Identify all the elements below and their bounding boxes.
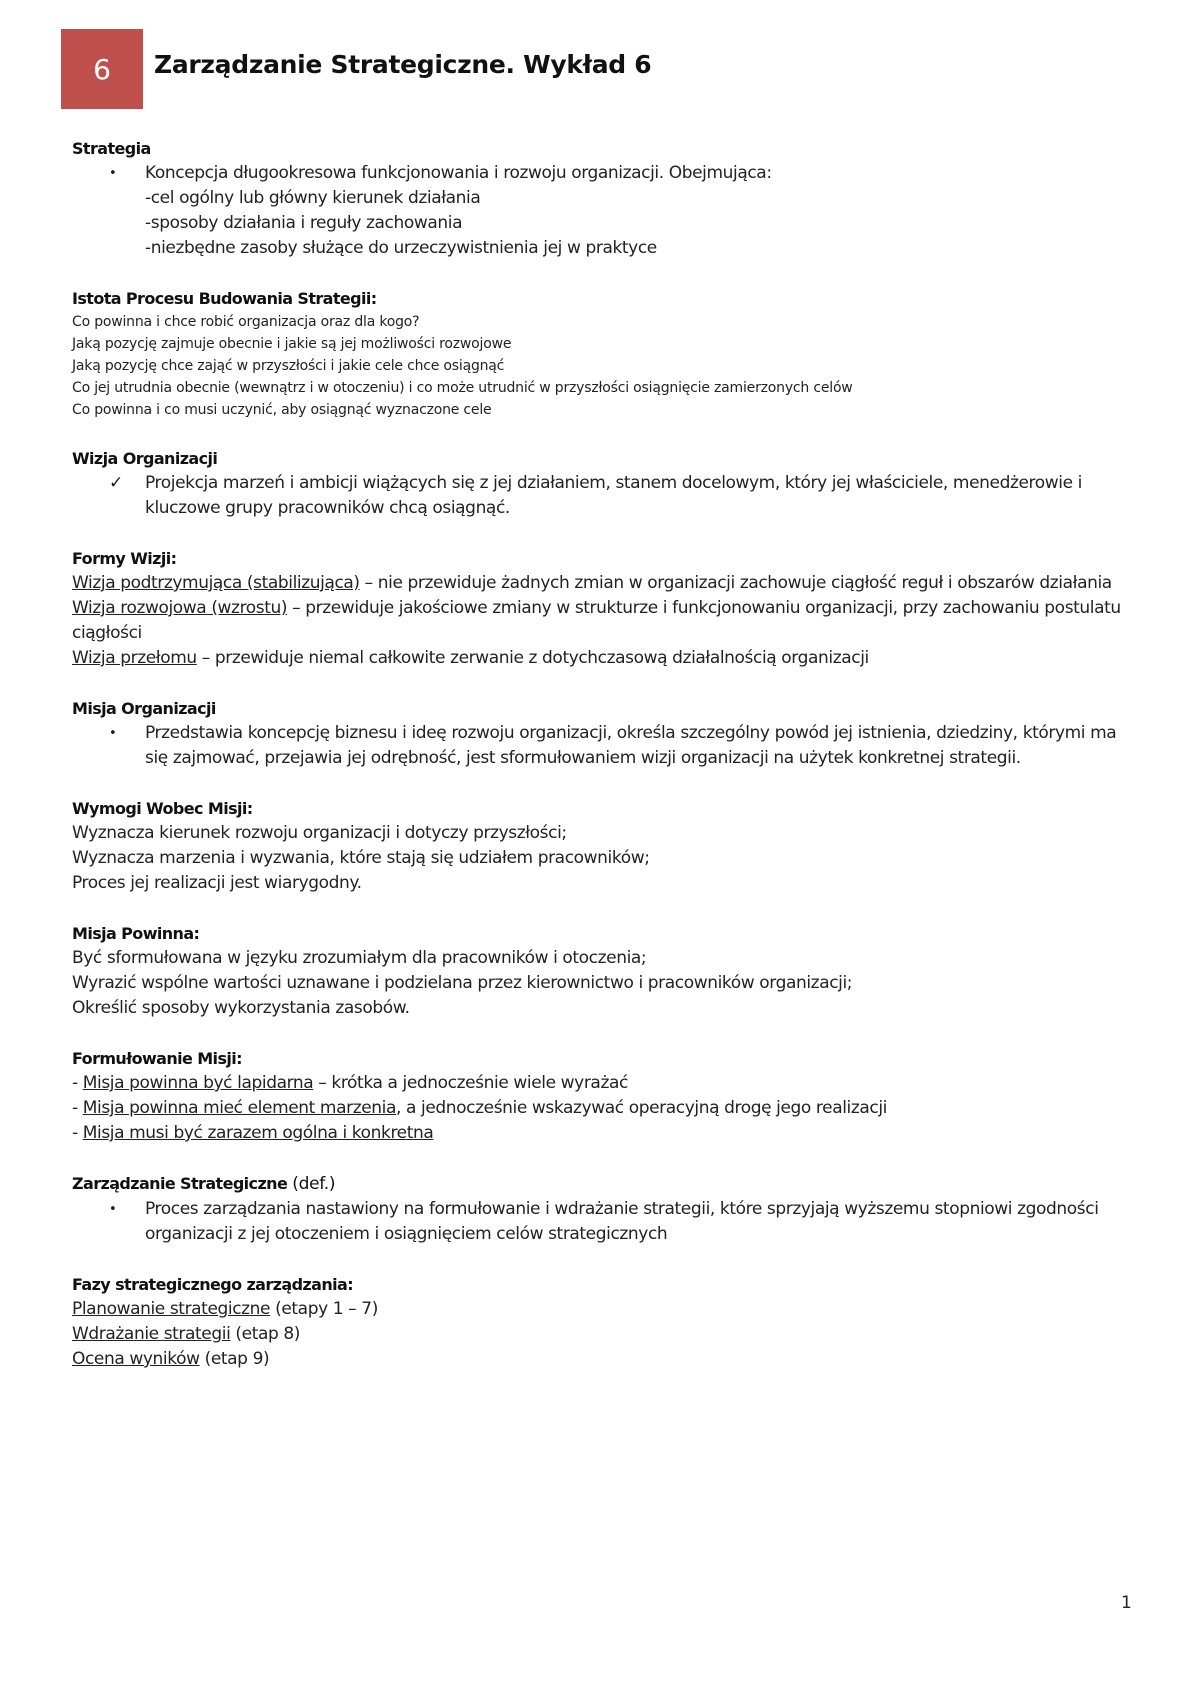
phase-term: Planowanie strategiczne — [72, 1299, 271, 1319]
phase-term: Wdrażanie strategii — [72, 1324, 231, 1344]
section-wymogi — [72, 796, 1142, 896]
phase-line — [72, 1347, 1142, 1372]
text-line: Co jej utrudnia obecnie (wewnątrz i w otoczeniu) i co może utrudnić w przyszłości osiągnięcie zamierzonych celów — [72, 380, 853, 396]
section-heading: Wizja Organizacji — [72, 449, 218, 468]
heading-note: (def.) — [287, 1174, 336, 1194]
section-heading: Fazy strategicznego zarządzania: — [72, 1275, 353, 1294]
text-line: Jaką pozycję chce zająć w przyszłości i jakie cele chce osiągnąć — [72, 358, 505, 374]
bullet-text: Przedstawia koncepcję biznesu i ideę rozwoju organizacji, określa szczególny powód jej istnienia, dziedziny, którymi ma się zajmować, przejawia jej odrębność, jest sformułowaniem wizji organizacji na użytek konkretnej strategii. — [145, 723, 1117, 768]
text-line: Określić sposoby wykorzystania zasobów. — [72, 998, 410, 1018]
checkmark-icon: ✓ — [109, 473, 124, 493]
sub-item: -niezbędne zasoby służące do urzeczywistnienia jej w praktyce — [145, 238, 657, 258]
bullet-item — [72, 161, 1142, 186]
document-body — [72, 136, 1142, 1397]
section-heading: Misja Powinna: — [72, 924, 200, 943]
phase-desc: (etap 9) — [199, 1349, 270, 1369]
section-heading: Istota Procesu Budowania Strategii: — [72, 289, 377, 308]
definition-term: Wizja rozwojowa (wzrostu) — [72, 598, 288, 618]
phase-line — [72, 1297, 1142, 1322]
bullet-dot-icon: • — [109, 726, 117, 741]
text-line: Co powinna i co musi uczynić, aby osiągnąć wyznaczone cele — [72, 402, 492, 418]
definition-desc: – krótka a jednocześnie wiele wyrażać — [313, 1073, 628, 1093]
definition-desc: – przewiduje jakościowe zmiany w strukturze i funkcjonowaniu organizacji, przy zachowaniu postulatu ciągłości — [72, 598, 1121, 643]
phase-term: Ocena wyników — [72, 1349, 200, 1369]
section-formulowanie — [72, 1046, 1142, 1146]
dash-prefix: - — [72, 1123, 83, 1143]
phase-desc: (etapy 1 – 7) — [270, 1299, 378, 1319]
text-line: Jaką pozycję zajmuje obecnie i jakie są jej możliwości rozwojowe — [72, 336, 512, 352]
page-number: 1 — [1121, 1593, 1132, 1613]
definition-term: Misja musi być zarazem ogólna i konkretna — [82, 1123, 434, 1143]
document-title: Zarządzanie Strategiczne. Wykład 6 — [154, 50, 652, 79]
bullet-item — [72, 1197, 1142, 1247]
section-istota — [72, 286, 1142, 421]
dash-prefix: - — [72, 1073, 83, 1093]
section-heading — [72, 1171, 1142, 1197]
section-wizja — [72, 446, 1142, 521]
text-line: Wyznacza marzenia i wyzwania, które stają się udziałem pracowników; — [72, 848, 650, 868]
definition-term: Misja powinna mieć element marzenia — [82, 1098, 396, 1118]
chapter-number: 6 — [93, 52, 111, 86]
bullet-dot-icon: • — [109, 166, 117, 181]
chapter-number-badge — [61, 29, 143, 109]
section-formy-wizji — [72, 546, 1142, 671]
definition-term: Misja powinna być lapidarna — [82, 1073, 314, 1093]
section-strategia — [72, 136, 1142, 261]
section-heading: Formułowanie Misji: — [72, 1049, 242, 1068]
text-line: Wyrazić wspólne wartości uznawane i podzielana przez kierownictwo i pracowników organizacji; — [72, 973, 853, 993]
bullet-text: Koncepcja długookresowa funkcjonowania i rozwoju organizacji. Obejmująca: — [145, 163, 772, 183]
section-heading: Formy Wizji: — [72, 549, 177, 568]
definition-line — [72, 1121, 1142, 1146]
bullet-text: Proces zarządzania nastawiony na formułowanie i wdrażanie strategii, które sprzyjają wyższemu stopniowi zgodności organizacji z jej otoczeniem i osiągnięciem celów strategicznych — [145, 1199, 1099, 1244]
text-line: Co powinna i chce robić organizacja oraz dla kogo? — [72, 314, 420, 330]
text-line: Być sformułowana w języku zrozumiałym dla pracowników i otoczenia; — [72, 948, 647, 968]
text-line: Wyznacza kierunek rozwoju organizacji i dotyczy przyszłości; — [72, 823, 567, 843]
bullet-text: Projekcja marzeń i ambicji wiążących się z jej działaniem, stanem docelowym, który jej właściciele, menedżerowie i kluczowe grupy pracowników chcą osiągnąć. — [145, 473, 1082, 518]
definition-line — [72, 646, 1142, 671]
definition-term: Wizja podtrzymująca (stabilizująca) — [72, 573, 360, 593]
section-heading: Wymogi Wobec Misji: — [72, 799, 253, 818]
sub-item: -cel ogólny lub główny kierunek działania — [145, 188, 481, 208]
definition-line — [72, 1096, 1142, 1121]
definition-desc: , a jednocześnie wskazywać operacyjną drogę jego realizacji — [396, 1098, 887, 1118]
section-heading: Strategia — [72, 139, 151, 158]
definition-line — [72, 596, 1142, 646]
section-fazy — [72, 1272, 1142, 1372]
section-heading: Misja Organizacji — [72, 699, 216, 718]
definition-term: Wizja przełomu — [72, 648, 197, 668]
bullet-item — [72, 721, 1142, 771]
bullet-dot-icon: • — [109, 1202, 117, 1217]
sub-item: -sposoby działania i reguły zachowania — [145, 213, 463, 233]
section-zarzadzanie — [72, 1171, 1142, 1247]
phase-line — [72, 1322, 1142, 1347]
definition-line — [72, 571, 1142, 596]
text-line: Proces jej realizacji jest wiarygodny. — [72, 873, 362, 893]
definition-line — [72, 1071, 1142, 1096]
bullet-item — [72, 471, 1142, 521]
dash-prefix: - — [72, 1098, 83, 1118]
phase-desc: (etap 8) — [230, 1324, 301, 1344]
definition-desc: – przewiduje niemal całkowite zerwanie z dotychczasową działalnością organizacji — [196, 648, 869, 668]
heading-text: Zarządzanie Strategiczne — [72, 1174, 288, 1193]
definition-desc: – nie przewiduje żadnych zmian w organizacji zachowuje ciągłość reguł i obszarów działania — [359, 573, 1112, 593]
section-misja — [72, 696, 1142, 771]
section-misja-powinna — [72, 921, 1142, 1021]
